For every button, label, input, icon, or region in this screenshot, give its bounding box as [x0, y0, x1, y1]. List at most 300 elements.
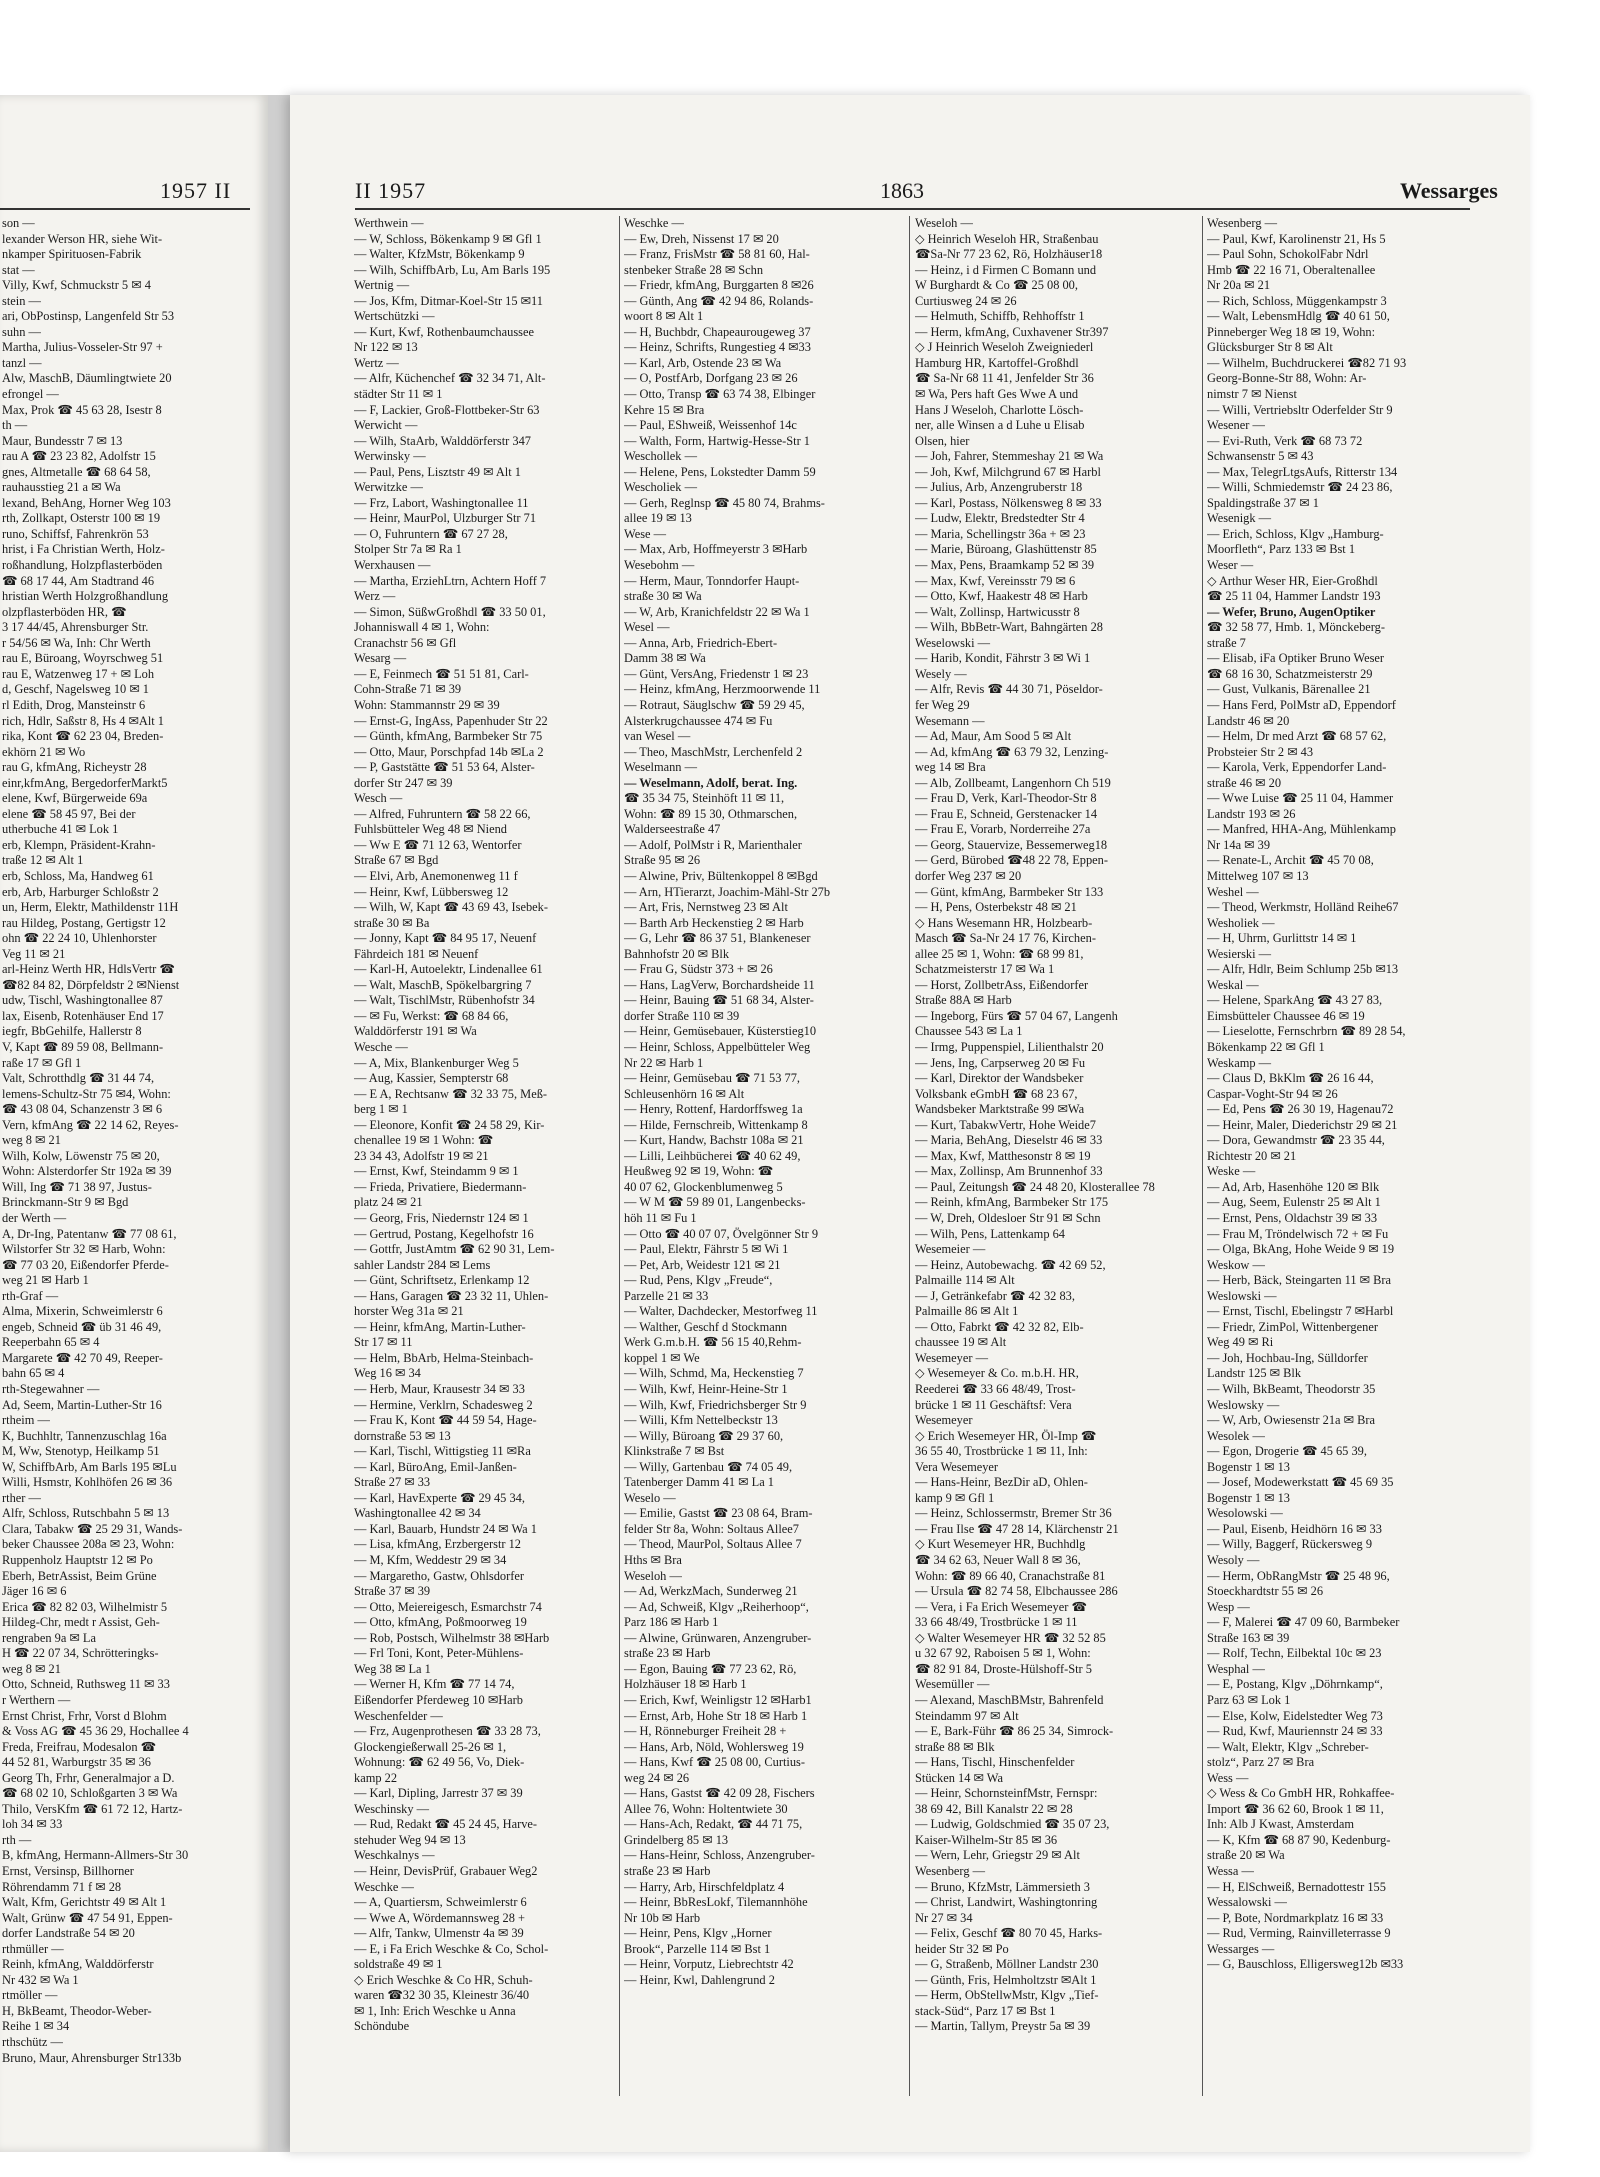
- directory-entry-line: — Otto, Meiereigesch, Esmarchstr 74: [354, 1599, 542, 1614]
- directory-entry-line: — Walth, Form, Hartwig-Hesse-Str 1: [624, 433, 810, 448]
- directory-column-3: [915, 216, 1200, 2116]
- directory-entry-line: kamp 9 ✉ Gfl 1: [915, 1490, 995, 1505]
- directory-entry-line: — Art, Fris, Nernstweg 23 ✉ Alt: [624, 900, 788, 915]
- directory-entry-line: — Rud, Pens, Klgv „Freude“,: [624, 1273, 773, 1288]
- directory-entry-line: — Claus D, BkKlm ☎ 26 16 44,: [1207, 1071, 1374, 1086]
- directory-entry-line: Werthwein —: [354, 216, 424, 230]
- left-header-rule: [0, 208, 250, 210]
- directory-entry-line: Volksbank eGmbH ☎ 68 23 67,: [915, 1086, 1078, 1101]
- directory-entry-line: Wohn: ☎ 89 66 40, Cranachstraße 81: [915, 1568, 1106, 1583]
- directory-entry-line: — Karl, Arb, Ostende 23 ✉ Wa: [624, 355, 782, 370]
- directory-entry-line: — Gerd, Bürobed ☎48 22 78, Eppen-: [915, 853, 1108, 868]
- directory-entry-line: — Alwine, Priv, Bültenkoppel 8 ✉Bgd: [624, 868, 818, 883]
- directory-entry-line: — Martha, ErziehLtrn, Achtern Hoff 7: [354, 573, 547, 588]
- directory-entry-line: — Walt, Zollinsp, Hartwicusstr 8: [915, 604, 1080, 619]
- directory-entry-line: Glücksburger Str 8 ✉ Alt: [1207, 340, 1333, 355]
- directory-entry-line: rtmöller —: [2, 1988, 58, 2003]
- directory-entry-line: — Evi-Ruth, Verk ☎ 68 73 72: [1207, 433, 1363, 448]
- directory-entry-line: — Wilh, BbBetr-Wart, Bahngärten 28: [915, 620, 1103, 635]
- directory-entry-line: — Martin, Tallym, Preystr 5a ✉ 39: [915, 2019, 1091, 2034]
- directory-entry-line: Wesche —: [354, 1039, 408, 1054]
- directory-entry-line: Villy, Kwf, Schmuckstr 5 ✉ 4: [2, 278, 151, 293]
- directory-entry-line: ◇ Wess & Co GmbH HR, Rohkaffee-: [1207, 1786, 1395, 1801]
- directory-entry-line: dornstraße 53 ✉ 13: [354, 1428, 451, 1443]
- directory-entry-line: weg 21 ✉ Harb 1: [2, 1273, 89, 1288]
- directory-entry-line: Weseloh —: [915, 216, 973, 230]
- directory-entry-line: Moorfleth“, Parz 133 ✉ Bst 1: [1207, 542, 1356, 557]
- directory-entry-line: Probsteier Str 2 ✉ 43: [1207, 744, 1314, 759]
- directory-entry-line: un, Herm, Elektr, Mathildenstr 11H: [2, 900, 179, 915]
- directory-entry-line: — Paul, Pens, Lisztstr 49 ✉ Alt 1: [354, 464, 521, 479]
- directory-entry-line: — Wwe A, Wördemannsweg 28 +: [354, 1910, 526, 1925]
- directory-entry-line: Walderseestraße 47: [624, 822, 721, 837]
- directory-entry-line: ohn ☎ 22 24 10, Uhlenhorster: [2, 931, 157, 946]
- running-head: Wessarges: [1400, 178, 1498, 203]
- directory-entry-line: — Paul, Eisenb, Heidhörn 16 ✉ 33: [1207, 1521, 1382, 1536]
- directory-entry-line: 40 07 62, Glockenblumenweg 5: [624, 1179, 783, 1194]
- directory-entry-line: Fährdeich 181 ✉ Neuenf: [354, 946, 479, 961]
- directory-entry-line: — W, Schloss, Bökenkamp 9 ✉ Gfl 1: [354, 231, 542, 246]
- directory-entry-line: Wesarg —: [354, 651, 407, 666]
- directory-entry-line: Walt, Grünw ☎ 47 54 91, Eppen-: [2, 1910, 173, 1925]
- directory-entry-line: — Joh, Kwf, Milchgrund 67 ✉ Harbl: [915, 464, 1101, 479]
- directory-entry-line: — Otto, kfmAng, Poßmoorweg 19: [354, 1615, 527, 1630]
- directory-entry-line: — Günth, Fris, Helmholtzstr ✉Alt 1: [915, 1972, 1097, 1987]
- directory-entry-line: Klinkstraße 7 ✉ Bst: [624, 1444, 725, 1459]
- directory-entry-line: — Frau M, Tröndelwisch 72 + ✉ Fu: [1207, 1226, 1389, 1241]
- directory-entry-line: rika, Kont ☎ 62 23 04, Breden-: [2, 729, 164, 744]
- directory-entry-line: — Aug, Kassier, Sempterstr 68: [354, 1071, 509, 1086]
- directory-entry-line: V, Kapt ☎ 89 59 08, Bellmann-: [2, 1039, 164, 1054]
- directory-entry-line: — H, Buchbdr, Chapeaurougeweg 37: [624, 324, 811, 339]
- directory-entry-line: dorfer Weg 237 ✉ 20: [915, 868, 1022, 883]
- directory-entry-line: Glockengießerwall 25-26 ✉ 1,: [354, 1739, 507, 1754]
- directory-entry-line: — Wern, Lehr, Griegstr 29 ✉ Alt: [915, 1848, 1080, 1863]
- directory-entry-line: straße 30 ✉ Wa: [624, 589, 702, 604]
- directory-entry-line: efrongel —: [2, 387, 59, 402]
- directory-entry-line: — A, Quartiersm, Schweimlerstr 6: [354, 1895, 527, 1910]
- directory-entry-line: — Paul, EShweiß, Weissenhof 14c: [624, 418, 797, 433]
- directory-entry-line: — Wilhelm, Buchdruckerei ☎82 71 93: [1207, 355, 1407, 370]
- directory-entry-line: — Elvi, Arb, Anemonenweg 11 f: [354, 868, 518, 883]
- directory-entry-line: rth, Zollkapt, Osterstr 100 ✉ 19: [2, 511, 161, 526]
- directory-entry-line: Weskamp —: [1207, 1055, 1272, 1070]
- directory-entry-line: — Lisa, kfmAng, Erzbergerstr 12: [354, 1537, 522, 1552]
- directory-entry-line: — W, Arb, Kranichfeldstr 22 ✉ Wa 1: [624, 604, 810, 619]
- directory-entry-line: Schatzmeisterstr 17 ✉ Wa 1: [915, 962, 1055, 977]
- directory-entry-line: Weschke —: [354, 1879, 414, 1894]
- directory-entry-line: — Paul, Kwf, Karolinenstr 21, Hs 5: [1207, 231, 1386, 246]
- directory-entry-line: — Frz, Labort, Washingtonallee 11: [354, 495, 529, 510]
- directory-entry-line: Will, Ing ☎ 71 38 97, Justus-: [2, 1179, 152, 1194]
- left-page-year: 1957 II: [160, 178, 232, 203]
- directory-entry-line: Wilh, Kolw, Löwenstr 75 ✉ 20,: [2, 1148, 160, 1163]
- directory-entry-line: — Karola, Verk, Eppendorfer Land-: [1207, 760, 1387, 775]
- directory-entry-line: ◇ J Heinrich Weseloh Zweigniederl: [915, 340, 1094, 355]
- directory-entry-line: der Werth —: [2, 1211, 67, 1225]
- directory-entry-line: — Paul, Elektr, Fährstr 5 ✉ Wi 1: [624, 1242, 789, 1257]
- directory-entry-line: — Max, Kwf, Matthesonstr 8 ✉ 19: [915, 1148, 1091, 1163]
- directory-entry-line: — Alfr, Tankw, Ulmenstr 4a ✉ 39: [354, 1926, 524, 1941]
- directory-entry-line: — Hans, Tischl, Hinschenfelder: [915, 1755, 1075, 1770]
- directory-entry-line: — Helene, SparkAng ☎ 43 27 83,: [1207, 993, 1383, 1008]
- directory-entry-line: lexand, BehAng, Horner Weg 103: [2, 495, 171, 510]
- directory-entry-line: ◇ Heinrich Weseloh HR, Straßenbau: [915, 231, 1099, 246]
- directory-entry-line: — Manfred, HHA-Ang, Mühlenkamp: [1207, 822, 1396, 837]
- directory-entry-line: — Walt, TischlMstr, Rübenhofstr 34: [354, 993, 535, 1008]
- directory-entry-line: Werk G.m.b.H. ☎ 56 15 40,Rehm-: [624, 1335, 802, 1350]
- directory-entry-line: — Renate-L, Archit ☎ 45 70 08,: [1207, 853, 1374, 868]
- directory-entry-line: Thilo, VersKfm ☎ 61 72 12, Hartz-: [2, 1801, 183, 1816]
- directory-entry-line: — Theod, Werkmstr, Holländ Reihe67: [1207, 900, 1399, 915]
- directory-entry-line: — Ad, Schweiß, Klgv „Reiherhoop“,: [624, 1599, 809, 1614]
- directory-entry-line: — Heinr, SchornsteinfMstr, Fernspr:: [915, 1786, 1098, 1801]
- directory-entry-line: Nr 20a ✉ 21: [1207, 278, 1271, 293]
- directory-entry-line: Wohn: Alsterdorfer Str 192a ✉ 39: [2, 1164, 172, 1179]
- directory-entry-line: Vern, kfmAng ☎ 22 14 62, Reyes-: [2, 1117, 179, 1132]
- directory-entry-line: — H, Rönneburger Freiheit 28 +: [624, 1724, 787, 1739]
- directory-entry-line: Wertschützki —: [354, 309, 435, 324]
- directory-entry-line: — Heinr, Vorputz, Liebrechtstr 42: [624, 1957, 794, 1972]
- directory-entry-line: Straße 67 ✉ Bgd: [354, 853, 439, 868]
- directory-entry-line: ☎ 32 58 77, Hmb. 1, Mönckeberg-: [1207, 620, 1385, 635]
- directory-entry-line: — Horst, ZollbetrAss, Eißendorfer: [915, 977, 1089, 992]
- directory-entry-line: elene ☎ 58 45 97, Bei der: [2, 806, 136, 821]
- directory-entry-line: Wescholiek —: [624, 480, 697, 495]
- directory-entry-line: rth —: [2, 1832, 32, 1847]
- directory-entry-line: — Heinz, Schlossermstr, Bremer Str 36: [915, 1506, 1112, 1521]
- directory-entry-line: — J, Getränkefabr ☎ 42 32 83,: [915, 1288, 1075, 1303]
- directory-entry-line: — Rotraut, Säuglschw ☎ 59 29 45,: [624, 697, 805, 712]
- directory-entry-line: traße 12 ✉ Alt 1: [2, 853, 84, 868]
- directory-entry-line: ☎ 82 91 84, Droste-Hülshoff-Str 5: [915, 1661, 1092, 1676]
- directory-entry-line: — Wefer, Bruno, AugenOptiker: [1207, 604, 1376, 619]
- directory-entry-line: — Pet, Arb, Weidestr 121 ✉ 21: [624, 1257, 781, 1272]
- directory-entry-line: — Herb, Bäck, Steingarten 11 ✉ Bra: [1207, 1273, 1392, 1288]
- directory-entry-line: — Ed, Pens ☎ 26 30 19, Hagenau72: [1207, 1102, 1394, 1117]
- directory-entry-line: Mittelweg 107 ✉ 13: [1207, 868, 1309, 883]
- directory-entry-line: — Herm, Maur, Tonndorfer Haupt-: [624, 573, 800, 588]
- directory-entry-line: Bruno, Maur, Ahrensburger Str133b: [2, 2050, 182, 2065]
- directory-entry-line: — Alexand, MaschBMstr, Bahrenfeld: [915, 1692, 1104, 1707]
- directory-entry-line: — Herb, Maur, Krausestr 34 ✉ 33: [354, 1382, 525, 1397]
- directory-entry-line: 36 55 40, Trostbrücke 1 ✉ 11, Inh:: [915, 1444, 1088, 1459]
- directory-entry-line: — Willy, Gartenbau ☎ 74 05 49,: [624, 1459, 793, 1474]
- directory-entry-line: ☎ 34 62 63, Neuer Wall 8 ✉ 36,: [915, 1553, 1081, 1568]
- directory-entry-line: straße 23 ✉ Harb: [624, 1863, 711, 1878]
- directory-entry-line: Clara, Tabakw ☎ 25 29 31, Wands-: [2, 1521, 183, 1536]
- directory-entry-line: — Rud, Verming, Rainvilleterrasse 9: [1207, 1926, 1391, 1941]
- directory-entry-line: rauhausstieg 21 a ✉ Wa: [2, 480, 121, 495]
- directory-entry-line: Ruppenholz Hauptstr 12 ✉ Po: [2, 1553, 153, 1568]
- directory-entry-line: Heußweg 92 ✉ 19, Wohn: ☎: [624, 1164, 774, 1179]
- directory-entry-line: — Walter, Dachdecker, Mestorfweg 11: [624, 1304, 818, 1319]
- directory-entry-line: Wilstorfer Str 32 ✉ Harb, Wohn:: [2, 1242, 166, 1257]
- directory-entry-line: rther —: [2, 1490, 41, 1505]
- directory-entry-line: Wesemeier —: [915, 1242, 986, 1257]
- directory-entry-line: — Willy, Baggerf, Rückersweg 9: [1207, 1537, 1373, 1552]
- directory-entry-line: ☎ 43 08 04, Schanzenstr 3 ✉ 6: [2, 1102, 163, 1117]
- directory-entry-line: Martha, Julius-Vosseler-Str 97 +: [2, 340, 163, 355]
- directory-entry-line: allee 19 ✉ 13: [624, 511, 692, 526]
- directory-entry-line: loh 34 ✉ 33: [2, 1817, 63, 1832]
- directory-entry-line: — Kurt, TabakwVertr, Hohe Weide7: [915, 1117, 1096, 1132]
- directory-entry-line: — Helm, Dr med Arzt ☎ 68 57 62,: [1207, 729, 1387, 744]
- directory-entry-line: Weg 16 ✉ 34: [354, 1366, 421, 1381]
- directory-entry-line: — E, Bark-Führ ☎ 86 25 34, Simrock-: [915, 1724, 1114, 1739]
- directory-entry-line: — Vera, i Fa Erich Wesemeyer ☎: [915, 1599, 1087, 1614]
- directory-entry-line: tanzl —: [2, 355, 42, 370]
- directory-entry-line: Wesebohm —: [624, 558, 695, 573]
- column-divider: [1202, 216, 1203, 2096]
- directory-entry-line: — Ludw, Elektr, Bredstedter Str 4: [915, 511, 1085, 526]
- directory-entry-line: Wohn: Stammannstr 29 ✉ 39: [354, 697, 500, 712]
- directory-entry-line: ☎Sa-Nr 77 23 62, Rö, Holzhäuser18: [915, 247, 1103, 262]
- directory-entry-line: Parzelle 21 ✉ 33: [624, 1288, 709, 1303]
- directory-entry-line: K, Buchhltr, Tannenzuschlag 16a: [2, 1428, 167, 1443]
- directory-entry-line: — Hermine, Verklrn, Schadesweg 2: [354, 1397, 533, 1412]
- directory-entry-line: 33 66 48/49, Trostbrücke 1 ✉ 11: [915, 1615, 1078, 1630]
- directory-entry-line: Vera Wesemeyer: [915, 1459, 999, 1474]
- directory-entry-line: — Hans-Heinr, Schloss, Anzengruber-: [624, 1848, 815, 1863]
- directory-entry-line: — Hans, LagVerw, Borchardsheide 11: [624, 977, 815, 992]
- directory-entry-line: ✉ Wa, Pers haft Ges Wwe A und: [915, 387, 1079, 402]
- directory-entry-line: A, Dr-Ing, Patentanw ☎ 77 08 61,: [2, 1226, 177, 1241]
- directory-entry-line: — Heinr, Schloss, Appelbütteler Weg: [624, 1039, 811, 1054]
- directory-entry-line: — Weselmann, Adolf, berat. Ing.: [624, 775, 798, 790]
- directory-entry-line: — Dora, Gewandmstr ☎ 23 35 44,: [1207, 1133, 1385, 1148]
- directory-entry-line: — Heinr, Gemüsebauer, Küsterstieg10: [624, 1024, 817, 1039]
- directory-entry-line: — Heinz, i d Firmen C Bomann und: [915, 262, 1097, 277]
- directory-entry-line: — Heinr, Gemüsebau ☎ 71 53 77,: [624, 1071, 800, 1086]
- directory-entry-line: — Julius, Arb, Anzengruberstr 18: [915, 480, 1083, 495]
- directory-entry-line: — Heinr, Kwl, Dahlengrund 2: [624, 1972, 775, 1987]
- directory-entry-line: Landstr 125 ✉ Blk: [1207, 1366, 1302, 1381]
- directory-entry-line: — Walther, Geschf d Stockmann: [624, 1319, 788, 1334]
- directory-entry-line: — Günth, kfmAng, Barmbeker Str 75: [354, 729, 543, 744]
- directory-entry-line: arl-Heinz Werth HR, HdlsVertr ☎: [2, 962, 175, 977]
- directory-entry-line: — Georg, Fris, Niedernstr 124 ✉ 1: [354, 1211, 529, 1225]
- directory-entry-line: Weser —: [1207, 558, 1254, 573]
- directory-entry-line: Olsen, hier: [915, 433, 970, 448]
- directory-entry-line: — Adolf, PolMstr i R, Marienthaler: [624, 837, 802, 852]
- directory-entry-line: Weschenfelder —: [354, 1708, 443, 1723]
- directory-entry-line: — Jens, Ing, Carpserweg 20 ✉ Fu: [915, 1055, 1086, 1070]
- directory-entry-line: felder Str 8a, Wohn: Soltaus Allee7: [624, 1521, 799, 1536]
- directory-entry-line: heider Str 32 ✉ Po: [915, 1941, 1009, 1956]
- directory-entry-line: Nr 22 ✉ Harb 1: [624, 1055, 704, 1070]
- directory-entry-line: — Gertrud, Postang, Kegelhofstr 16: [354, 1226, 534, 1241]
- directory-entry-line: stolz“, Parz 27 ✉ Bra: [1207, 1755, 1315, 1770]
- directory-entry-line: — Alwine, Grünwaren, Anzengruber-: [624, 1630, 812, 1645]
- directory-entry-line: Werwitzke —: [354, 480, 423, 495]
- directory-entry-line: — Werner H, Kfm ☎ 77 14 74,: [354, 1677, 515, 1692]
- directory-entry-line: Röhrendamm 71 f ✉ 28: [2, 1879, 122, 1894]
- directory-entry-line: — Herm, ObRangMstr ☎ 25 48 96,: [1207, 1568, 1390, 1583]
- directory-entry-line: Johanniswall 4 ✉ 1, Wohn:: [354, 620, 490, 635]
- directory-entry-line: straße 23 ✉ Harb: [624, 1646, 711, 1661]
- directory-entry-line: 23 34 43, Adolfstr 19 ✉ 21: [354, 1148, 489, 1163]
- directory-entry-line: — Frieda, Privatiere, Biedermann-: [354, 1179, 527, 1194]
- directory-entry-line: — Otto, Fabrkt ☎ 42 32 82, Elb-: [915, 1319, 1084, 1334]
- directory-entry-line: — Jos, Kfm, Ditmar-Koel-Str 15 ✉11: [354, 293, 543, 308]
- directory-entry-line: Schleusenhörn 16 ✉ Alt: [624, 1086, 745, 1101]
- directory-entry-line: — Erich, Kwf, Weinligstr 12 ✉Harb1: [624, 1692, 812, 1707]
- directory-entry-line: Werz —: [354, 589, 396, 604]
- directory-entry-line: rau Hildeg, Postang, Gertigstr 12: [2, 915, 166, 930]
- directory-entry-line: — Eleonore, Konfit ☎ 24 58 29, Kir-: [354, 1117, 545, 1132]
- directory-entry-line: Reederei ☎ 33 66 48/49, Trost-: [915, 1382, 1076, 1397]
- directory-entry-line: — Willi, Kfm Nettelbeckstr 13: [624, 1413, 778, 1428]
- directory-entry-line: udw, Tischl, Washingtonallee 87: [2, 993, 163, 1008]
- directory-entry-line: ☎ 77 03 20, Eißendorfer Pferde-: [2, 1257, 169, 1272]
- right-page-year: II 1957: [355, 178, 427, 203]
- directory-entry-line: Holzhäuser 18 ✉ Harb 1: [624, 1677, 747, 1692]
- directory-entry-line: Walt, Kfm, Gerichtstr 49 ✉ Alt 1: [2, 1895, 167, 1910]
- directory-entry-line: Palmaille 114 ✉ Alt: [915, 1273, 1015, 1288]
- directory-entry-line: Wessarges —: [1207, 1941, 1275, 1956]
- directory-entry-line: weg 14 ✉ Bra: [915, 760, 986, 775]
- directory-entry-line: — Otto, Maur, Porschpfad 14b ✉La 2: [354, 744, 544, 759]
- directory-entry-line: — Frl Toni, Kont, Peter-Mühlens-: [354, 1646, 524, 1661]
- directory-entry-line: koppel 1 ✉ We: [624, 1350, 700, 1365]
- directory-column-2: [624, 216, 906, 2116]
- directory-entry-line: M, Ww, Stenotyp, Heilkamp 51: [2, 1444, 160, 1459]
- directory-entry-line: — Heinz, kfmAng, Herzmoorwende 11: [624, 682, 821, 697]
- directory-entry-line: Weselo —: [624, 1490, 676, 1505]
- directory-entry-line: — Helmuth, Schiffb, Rehhoffstr 1: [915, 309, 1085, 324]
- directory-entry-line: höh 11 ✉ Fu 1: [624, 1211, 697, 1225]
- directory-entry-line: — Christ, Landwirt, Washingtonring: [915, 1895, 1098, 1910]
- directory-entry-line: — Paul Sohn, SchokolFabr Ndrl: [1207, 247, 1369, 262]
- directory-entry-line: Wesenberg —: [1207, 216, 1277, 230]
- directory-entry-line: erb, Klempn, Präsident-Krahn-: [2, 837, 156, 852]
- directory-entry-line: — Ad, Maur, Am Sood 5 ✉ Alt: [915, 729, 1072, 744]
- directory-entry-line: Veg 11 ✉ 21: [2, 946, 66, 961]
- directory-entry-line: Bogenstr 1 ✉ 13: [1207, 1490, 1291, 1505]
- directory-entry-line: stehuder Weg 94 ✉ 13: [354, 1832, 466, 1847]
- directory-entry-line: Wesch —: [354, 791, 403, 806]
- directory-entry-line: d, Geschf, Nagelsweg 10 ✉ 1: [2, 682, 149, 697]
- directory-entry-line: — Ad, WerkzMach, Sunderweg 21: [624, 1584, 798, 1599]
- directory-entry-line: — Else, Kolw, Eidelstedter Weg 73: [1207, 1708, 1383, 1723]
- directory-entry-line: — Heinr, Maler, Diederichstr 29 ✉ 21: [1207, 1117, 1398, 1132]
- directory-entry-line: Alsterkrugchaussee 474 ✉ Fu: [624, 713, 773, 728]
- directory-entry-line: erb, Schloss, Ma, Handweg 61: [2, 868, 154, 883]
- directory-entry-line: ☎82 84 82, Dörpfeldstr 2 ✉Nienst: [2, 977, 180, 992]
- directory-entry-line: olzpflasterböden HR, ☎: [2, 604, 127, 619]
- directory-entry-line: Stolper Str 7a ✉ Ra 1: [354, 542, 462, 557]
- directory-entry-line: Wertnig —: [354, 278, 410, 293]
- directory-entry-line: — Günt, Schriftsetz, Erlenkamp 12: [354, 1273, 530, 1288]
- directory-entry-line: — Frau K, Kont ☎ 44 59 54, Hage-: [354, 1413, 537, 1428]
- directory-entry-line: Wesenigk —: [1207, 511, 1272, 526]
- directory-entry-line: lax, Eisenb, Rotenhäuser End 17: [2, 1008, 164, 1023]
- directory-entry-line: — Egon, Bauing ☎ 77 23 62, Rö,: [624, 1661, 797, 1676]
- directory-entry-line: — Marie, Büroang, Glashüttenstr 85: [915, 542, 1097, 557]
- directory-entry-line: Georg-Bonne-Str 88, Wohn: Ar-: [1207, 371, 1367, 386]
- directory-entry-line: — Margaretho, Gastw, Ohlsdorfer: [354, 1568, 524, 1583]
- directory-entry-line: Bahnhofstr 20 ✉ Blk: [624, 946, 730, 961]
- directory-entry-line: Wohn: ☎ 89 15 30, Othmarschen,: [624, 806, 798, 821]
- directory-entry-line: — Egon, Drogerie ☎ 45 65 39,: [1207, 1444, 1367, 1459]
- directory-entry-line: dorfer Landstraße 54 ✉ 20: [2, 1926, 135, 1941]
- directory-entry-line: — Wilh, Kwf, Friedrichsberger Str 9: [624, 1397, 807, 1412]
- directory-entry-line: — Willi, Vertriebsltr Oderfelder Str 9: [1207, 402, 1393, 417]
- directory-entry-line: ◇ Kurt Wesemeyer HR, Buchhdlg: [915, 1537, 1086, 1552]
- directory-entry-line: W, SchiffbArb, Am Barls 195 ✉Lu: [2, 1459, 177, 1474]
- directory-entry-line: — Wwe Luise ☎ 25 11 04, Hammer: [1207, 791, 1394, 806]
- directory-entry-line: — Ww E ☎ 71 12 63, Wentorfer: [354, 837, 522, 852]
- directory-entry-line: städter Str 11 ✉ 1: [354, 387, 443, 402]
- directory-entry-line: woort 8 ✉ Alt 1: [624, 309, 704, 324]
- directory-entry-line: Nr 14a ✉ 39: [1207, 837, 1271, 852]
- directory-entry-line: r Werthern —: [2, 1692, 71, 1707]
- directory-entry-line: Nr 122 ✉ 13: [354, 340, 418, 355]
- directory-entry-line: — Günt, VersAng, Friedenstr 1 ✉ 23: [624, 666, 809, 681]
- directory-entry-line: — Irmg, Puppenspiel, Lilienthalstr 20: [915, 1039, 1104, 1054]
- directory-entry-line: Cohn-Straße 71 ✉ 39: [354, 682, 462, 697]
- directory-entry-line: — Rolf, Techn, Eilbektal 10c ✉ 23: [1207, 1646, 1382, 1661]
- directory-entry-line: — Wilh, StaArb, Walddörferstr 347: [354, 433, 531, 448]
- directory-entry-line: Otto, Schneid, Ruthsweg 11 ✉ 33: [2, 1677, 170, 1692]
- directory-entry-line: — Rud, Kwf, Mauriennstr 24 ✉ 33: [1207, 1724, 1383, 1739]
- directory-entry-line: — Frau Ilse ☎ 47 28 14, Klärchenstr 21: [915, 1521, 1119, 1536]
- directory-entry-line: — ✉ Fu, Werkst: ☎ 68 84 66,: [354, 1008, 509, 1023]
- directory-entry-line: H ☎ 22 07 34, Schrötteringks-: [2, 1646, 159, 1661]
- directory-entry-line: Wessalowski —: [1207, 1895, 1287, 1910]
- directory-entry-line: dorfer Str 247 ✉ 39: [354, 775, 453, 790]
- directory-entry-line: — H, Uhrm, Gurlittstr 14 ✉ 1: [1207, 931, 1357, 946]
- directory-entry-line: Schöndube: [354, 2019, 410, 2034]
- directory-entry-line: W Burghardt & Co ☎ 25 08 00,: [915, 278, 1078, 293]
- directory-entry-line: — Frz, Augenprothesen ☎ 33 28 73,: [354, 1724, 541, 1739]
- directory-entry-line: — F, Lackier, Groß-Flottbeker-Str 63: [354, 402, 540, 417]
- directory-entry-line: — Karl, Direktor der Wandsbeker: [915, 1071, 1084, 1086]
- directory-entry-line: Margarete ☎ 42 70 49, Reeper-: [2, 1350, 163, 1365]
- directory-entry-line: — Otto ☎ 40 07 07, Övelgönner Str 9: [624, 1226, 819, 1241]
- directory-entry-line: fer Weg 29: [915, 697, 970, 712]
- directory-entry-line: — Willi, Schmiedemstr ☎ 24 23 86,: [1207, 480, 1393, 495]
- directory-entry-line: ◇ Hans Wesemann HR, Holzbearb-: [915, 915, 1093, 930]
- directory-entry-line: — Ernst-G, IngAss, Papenhuder Str 22: [354, 713, 548, 728]
- directory-entry-line: engeb, Schneid ☎ üb 31 46 49,: [2, 1319, 162, 1334]
- directory-entry-line: Ad, Seem, Martin-Luther-Str 16: [2, 1397, 162, 1412]
- directory-entry-line: hrist, i Fa Christian Werth, Holz-: [2, 542, 165, 557]
- directory-entry-line: Steindamm 97 ✉ Alt: [915, 1708, 1019, 1723]
- directory-entry-line: — Erich, Schloss, Klgv „Hamburg-: [1207, 526, 1384, 541]
- directory-entry-line: Valt, Schrotthdlg ☎ 31 44 74,: [2, 1071, 155, 1086]
- directory-entry-line: — Theod, MaurPol, Soltaus Allee 7: [624, 1537, 802, 1552]
- directory-entry-line: van Wesel —: [624, 729, 691, 744]
- directory-entry-line: — Reinh, kfmAng, Barmbeker Str 175: [915, 1195, 1109, 1210]
- directory-entry-line: Weslowski —: [1207, 1288, 1277, 1303]
- directory-entry-line: — Max, Kwf, Vereinsstr 79 ✉ 6: [915, 573, 1076, 588]
- directory-entry-line: Wesemeyer: [915, 1413, 973, 1428]
- directory-entry-line: rau A ☎ 23 23 82, Adolfstr 15: [2, 449, 156, 464]
- directory-entry-line: Straße 163 ✉ 39: [1207, 1630, 1290, 1645]
- directory-entry-line: stat —: [2, 262, 35, 277]
- directory-entry-line: — Hans, Kwf ☎ 25 08 00, Curtius-: [624, 1755, 805, 1770]
- directory-entry-line: soldstraße 49 ✉ 1: [354, 1957, 443, 1972]
- directory-entry-line: — H, ElSchweiß, Bernadottestr 155: [1207, 1879, 1386, 1894]
- directory-entry-line: Grindelberg 85 ✉ 13: [624, 1832, 729, 1847]
- directory-entry-line: — Alfred, Fuhruntern ☎ 58 22 66,: [354, 806, 531, 821]
- directory-entry-line: ☎ Sa-Nr 68 11 41, Jenfelder Str 36: [915, 371, 1094, 386]
- directory-entry-line: Weskow —: [1207, 1257, 1265, 1272]
- directory-entry-line: berg 1 ✉ 1: [354, 1102, 408, 1117]
- directory-entry-line: ◇ Erich Weschke & Co HR, Schuh-: [354, 1972, 533, 1987]
